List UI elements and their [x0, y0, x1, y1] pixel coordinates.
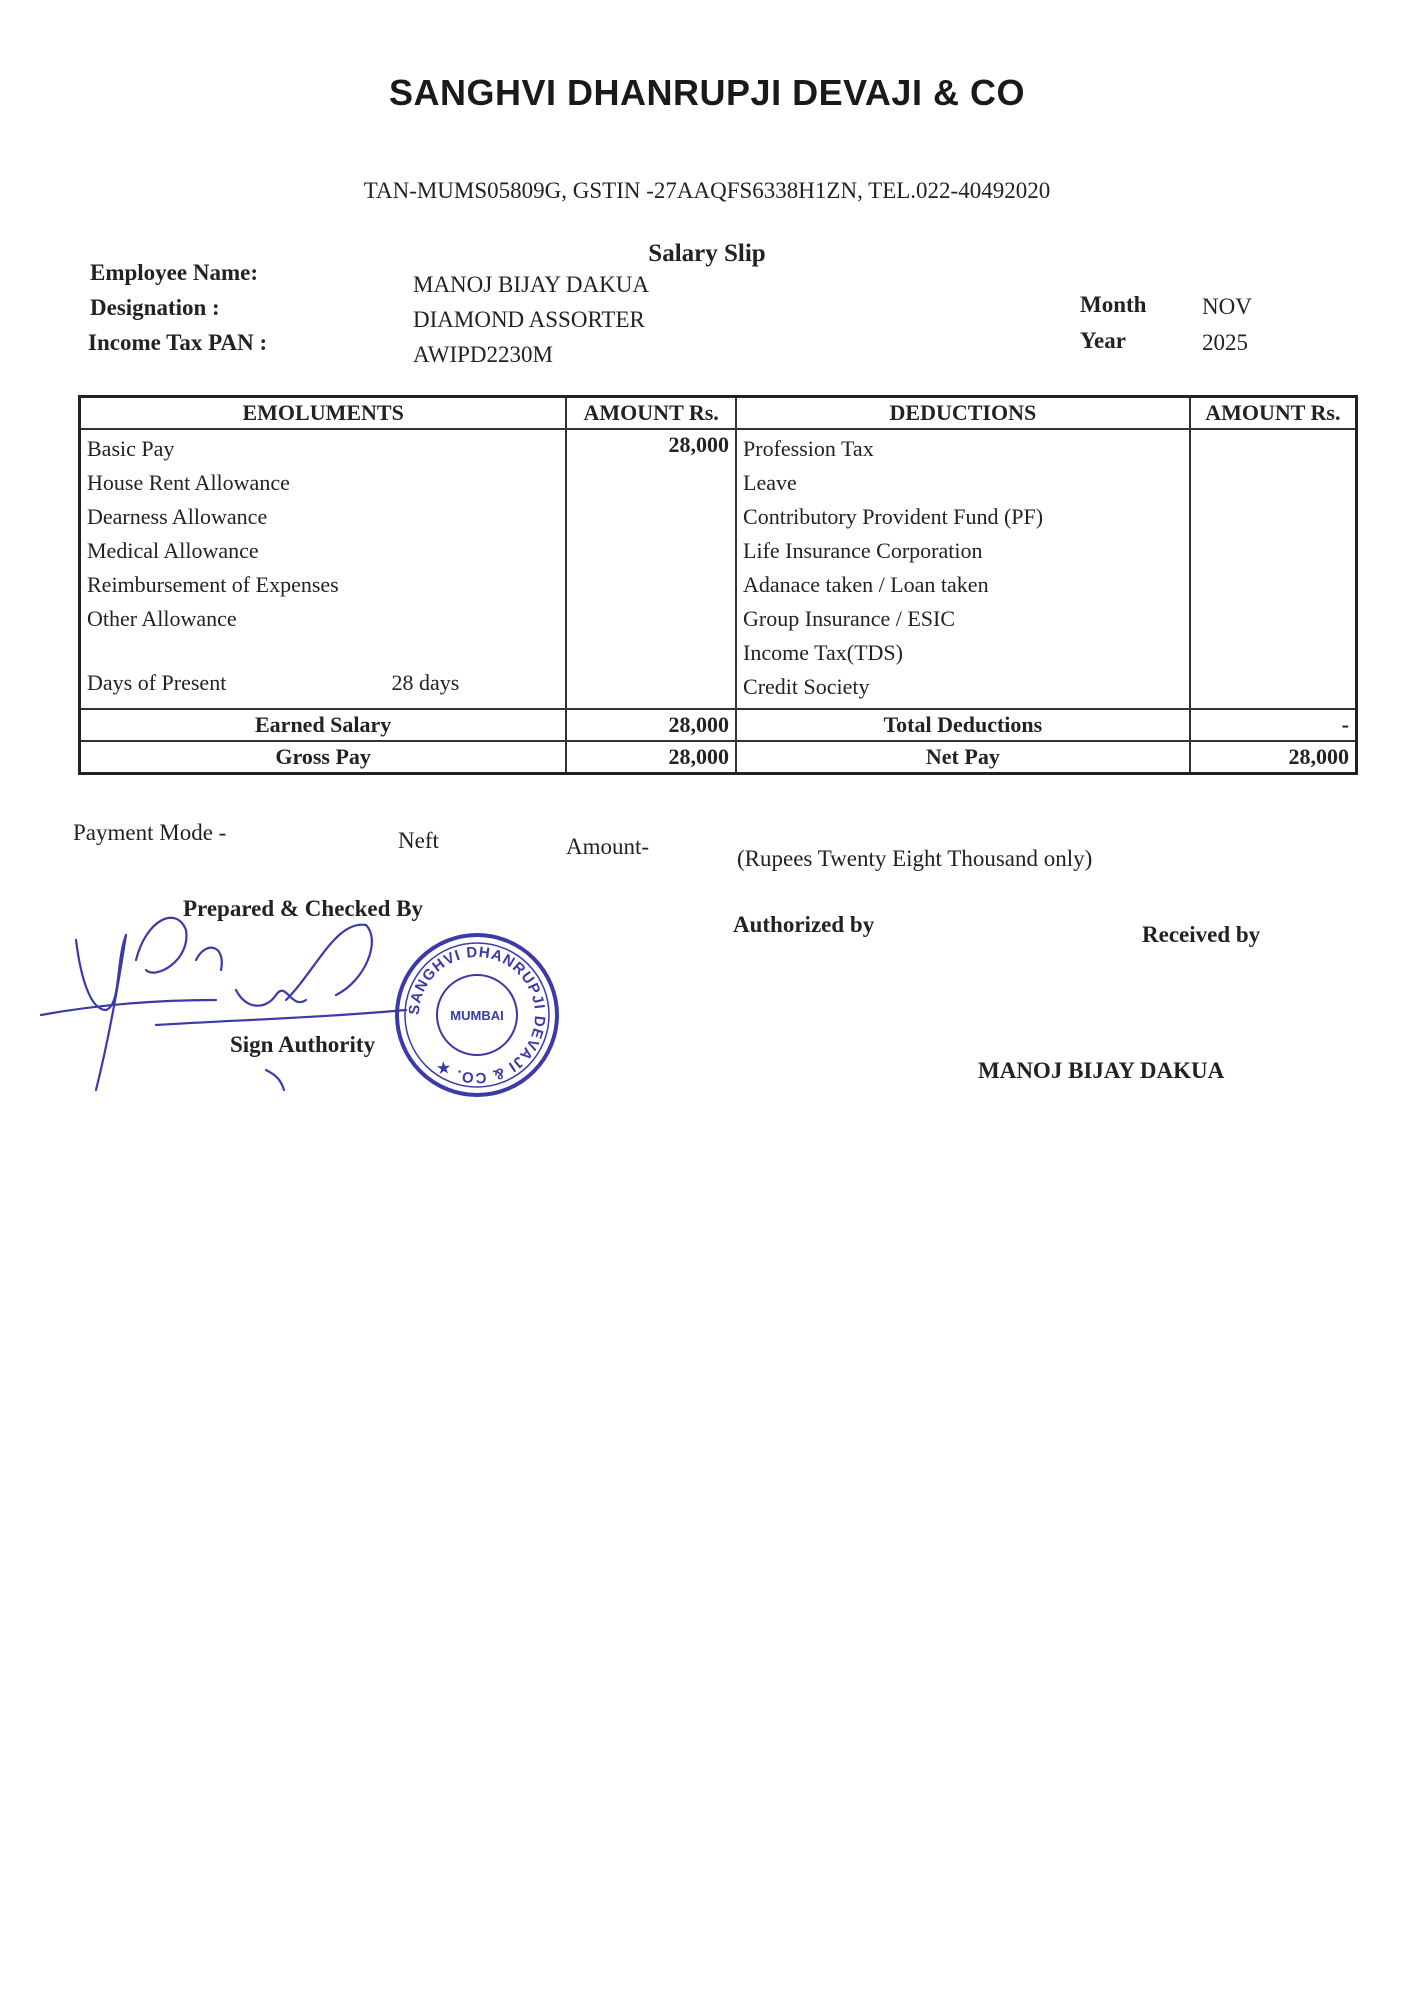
receiver-name: MANOJ BIJAY DAKUA: [978, 1058, 1225, 1083]
svg-text:SANGHVI DHANRUPJI DEVAJI & CO.: SANGHVI DHANRUPJI DEVAJI & CO. ★: [405, 943, 549, 1087]
deductions-list: [736, 429, 1190, 709]
net-pay-value: 28,000: [1190, 741, 1357, 774]
deductions-amount-header: AMOUNT Rs.: [1190, 397, 1357, 430]
earned-salary-label: Earned Salary: [80, 709, 567, 741]
employee-name-label: Employee Name:: [90, 260, 258, 285]
designation-label: Designation :: [90, 295, 220, 320]
deduction-item: Contributory Provident Fund (PF): [743, 504, 1044, 529]
days-present-value: 28 days: [391, 670, 460, 695]
emolument-item: Medical Allowance: [87, 538, 259, 563]
deduction-item: Life Insurance Corporation: [743, 538, 983, 563]
days-present-label: Days of Present: [87, 670, 227, 695]
amount-header: AMOUNT Rs.: [566, 397, 736, 430]
net-pay-label: Net Pay: [736, 741, 1190, 774]
prepared-by-label: Prepared & Checked By: [183, 896, 423, 921]
month-label: Month: [1080, 292, 1147, 317]
earned-salary-value: 28,000: [566, 709, 736, 741]
deduction-item: Group Insurance / ESIC: [743, 606, 956, 631]
amount-label: Amount-: [566, 834, 650, 859]
company-stamp: [392, 930, 562, 1100]
authorized-by-label: Authorized by: [733, 912, 875, 937]
designation-value: DIAMOND ASSORTER: [413, 307, 645, 332]
emolument-item: Dearness Allowance: [87, 504, 268, 529]
total-deductions-value: -: [1190, 709, 1357, 741]
days-present-row: [87, 666, 559, 700]
amount-in-words: (Rupees Twenty Eight Thousand only): [737, 846, 1093, 871]
emolument-item: Other Allowance: [87, 606, 237, 631]
emolument-item: House Rent Allowance: [87, 470, 290, 495]
payment-mode-value: Neft: [398, 828, 439, 853]
emolument-item: Reimbursement of Expenses: [87, 572, 339, 597]
employee-name-value: MANOJ BIJAY DAKUA: [413, 272, 649, 297]
pan-label: Income Tax PAN :: [88, 330, 268, 355]
svg-text:MUMBAI: MUMBAI: [450, 1008, 504, 1023]
deduction-item: Credit Society: [743, 674, 870, 699]
deduction-amounts: [1190, 429, 1357, 709]
received-by-label: Received by: [1142, 922, 1261, 947]
gross-pay-value: 28,000: [566, 741, 736, 774]
pan-value: AWIPD2230M: [413, 342, 553, 367]
deductions-header: DEDUCTIONS: [736, 397, 1190, 430]
deduction-item: Leave: [743, 470, 797, 495]
payment-mode-label: Payment Mode -: [73, 820, 227, 845]
emoluments-list: [80, 429, 567, 709]
slip-title: Salary Slip: [648, 240, 766, 267]
deduction-item: Profession Tax: [743, 436, 874, 461]
emolument-item: Basic Pay: [87, 436, 175, 461]
signature-scrawl: [36, 900, 416, 1100]
emoluments-header: EMOLUMENTS: [80, 397, 567, 430]
deduction-item: Adanace taken / Loan taken: [743, 572, 989, 597]
company-name: SANGHVI DHANRUPJI DEVAJI & CO: [389, 72, 1025, 113]
total-deductions-label: Total Deductions: [736, 709, 1190, 741]
basic-pay-amount: 28,000: [668, 432, 730, 457]
year-value: 2025: [1202, 330, 1248, 355]
sign-authority-label: Sign Authority: [230, 1032, 376, 1057]
month-value: NOV: [1202, 294, 1252, 319]
deduction-item: Income Tax(TDS): [743, 640, 903, 665]
year-label: Year: [1080, 328, 1126, 353]
gross-pay-label: Gross Pay: [80, 741, 567, 774]
company-registration: TAN-MUMS05809G, GSTIN -27AAQFS6338H1ZN, TEL.022-40492020: [363, 178, 1051, 203]
emolument-amounts: [566, 429, 736, 709]
salary-table: [78, 395, 1358, 775]
